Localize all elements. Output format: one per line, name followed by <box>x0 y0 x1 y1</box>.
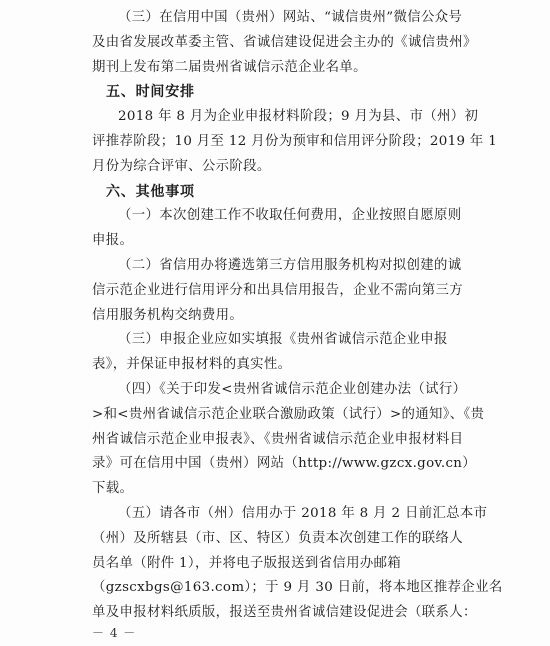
paragraph-line: （五）请各市（州）信用办于 2018 年 8 月 2 日前汇总本市 <box>118 506 488 521</box>
paragraph-line: （三）在信用中国（贵州）网站、“诚信贵州”微信公众号 <box>118 10 463 25</box>
paragraph-line: 评推荐阶段；10 月至 12 月份为预审和信用评分阶段；2019 年 1 <box>92 134 498 149</box>
paragraph-line: 表》，并保证申报材料的真实性。 <box>92 357 292 372</box>
paragraph-line: 单及申报材料纸质版，报送至贵州省诚信建设促进会（联系人： <box>92 605 477 620</box>
paragraph-line: 月份为综合评审、公示阶段。 <box>92 159 271 174</box>
paragraph-line: （州）及所辖县（市、区、特区）负责本次创建工作的联络人 <box>92 531 463 546</box>
paragraph-line: 信示范企业进行信用评分和出具信用报告，企业不需向第三方 <box>92 283 463 298</box>
paragraph-line: 2018 年 8 月为企业申报材料阶段；9 月为县、市（州）初 <box>118 109 479 124</box>
section-heading: 五、时间安排 <box>106 84 195 100</box>
paragraph-line: 下载。 <box>92 481 134 496</box>
paragraph-line: （二）省信用办将遴选第三方信用服务机构对拟创建的诚 <box>118 258 462 273</box>
paragraph-line: 员名单（附件 1），并将电子版报送到省信用办邮箱 <box>92 556 402 571</box>
section-heading: 六、其他事项 <box>106 184 195 200</box>
paragraph-line: 申报。 <box>92 233 134 248</box>
paragraph-line: （gzscxbgs@163.com）；于 9 月 30 日前，将本地区推荐企业名 <box>92 580 503 595</box>
paragraph-line: （四）《关于印发<贵州省诚信示范企业创建办法（试行） <box>118 382 467 397</box>
page-number: － 4 － <box>92 626 137 640</box>
paragraph-line: （一）本次创建工作不收取任何费用，企业按照自愿原则 <box>118 208 462 223</box>
paragraph-line: （三）申报企业应如实填报《贵州省诚信示范企业申报 <box>118 332 448 347</box>
paragraph-line: 州省诚信示范企业申报表》、《贵州省诚信示范企业申报材料目 <box>92 432 464 447</box>
paragraph-line: 及由省发展改革委主管、省诚信建设促进会主办的《诚信贵州》 <box>92 35 477 50</box>
paragraph-line: 录》可在信用中国（贵州）网站（http://www.gzcx.gov.cn） <box>92 456 477 471</box>
paragraph-line: 信用服务机构交纳费用。 <box>92 308 244 323</box>
paragraph-line: >和<贵州省诚信示范企业联合激励政策（试行）>的通知》、《贵 <box>92 407 485 422</box>
paragraph-line: 期刊上发布第二届贵州省诚信示范企业名单。 <box>92 60 367 75</box>
